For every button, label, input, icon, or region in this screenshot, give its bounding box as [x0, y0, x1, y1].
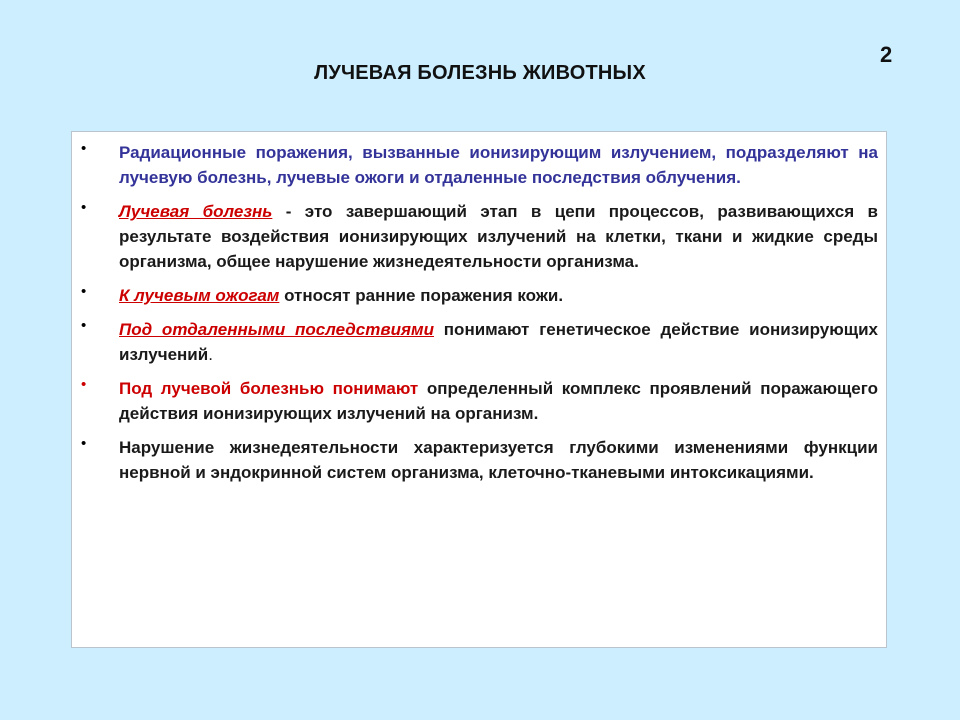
bullet-text: - это завершающий этап в цепи процессов, развивающихся в результате воздействия ионизирующих излучений на клетки, ткани и жидкие среды организма, общее нарушение жизнедеятельности организма.	[119, 202, 878, 271]
bullet-text: относят ранние поражения кожи.	[279, 286, 564, 305]
bullet-text: Радиационные поражения, вызванные ионизирующим излучением, подразделяют на лучевую болезнь, лучевые ожоги и отдаленные последствия облучения.	[119, 143, 878, 187]
bullet-item	[72, 435, 886, 485]
bullet-term: К лучевым ожогам	[119, 286, 280, 305]
bullet-lead: Под лучевой болезнью понимают	[119, 379, 419, 398]
bullet-item	[72, 283, 886, 308]
bullet-item	[72, 199, 886, 274]
bullet-text: определенный комплекс проявлений поражающего действия ионизирующих излучений на организм.	[119, 379, 878, 423]
bullet-term: Под отдаленными последствиями	[119, 320, 434, 339]
bullet-list	[72, 132, 886, 485]
bullet-term: Лучевая болезнь	[119, 202, 273, 221]
page-number: 2	[880, 42, 893, 67]
bullet-item	[72, 376, 886, 426]
bullet-dot-icon: •	[81, 435, 87, 452]
bullet-text: понимают генетическое действие ионизирующих излучений	[119, 320, 878, 364]
bullet-dot-icon: •	[81, 199, 87, 216]
bullet-dot-icon: •	[81, 317, 87, 334]
bullet-item	[72, 317, 886, 367]
bullet-item	[72, 140, 886, 190]
bullet-dot-icon: •	[81, 376, 87, 393]
slide-title: ЛУЧЕВАЯ БОЛЕЗНЬ ЖИВОТНЫХ	[314, 62, 646, 84]
bullet-text: Нарушение жизнедеятельности характеризуется глубокими изменениями функции нервной и эндокринной систем организма, клеточно-тканевыми интоксикациями.	[119, 438, 878, 482]
bullet-dot-icon: •	[81, 140, 87, 157]
bullet-dot-icon: •	[81, 283, 87, 300]
bullet-suffix: .	[208, 345, 213, 364]
content-box	[71, 131, 887, 648]
